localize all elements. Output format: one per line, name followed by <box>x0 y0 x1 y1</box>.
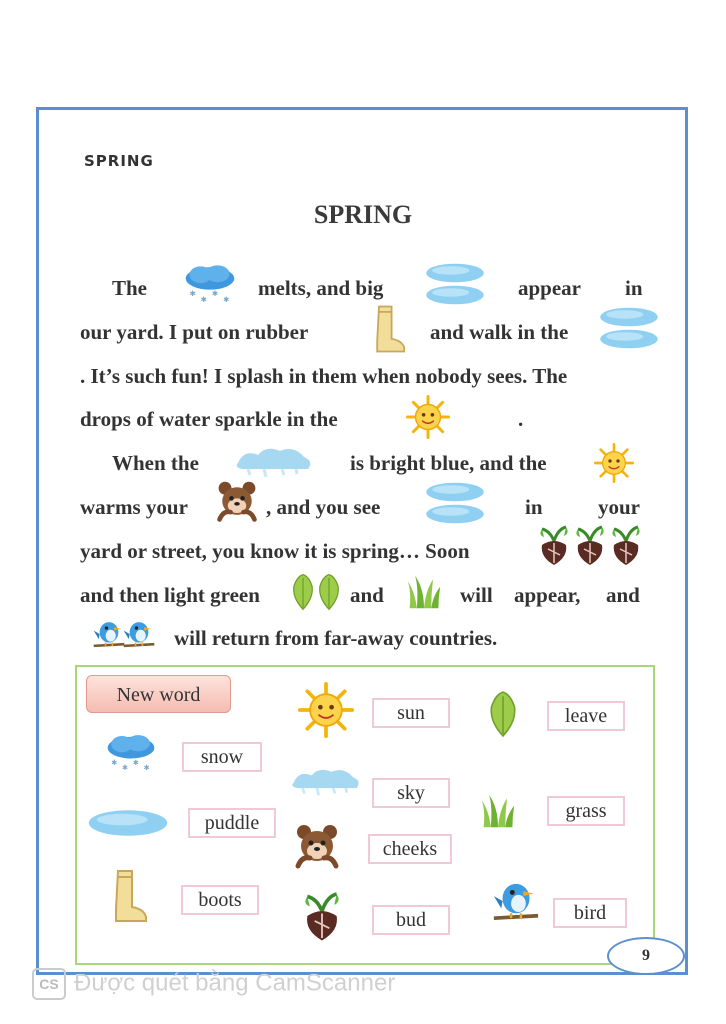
sun-icon <box>594 443 634 483</box>
story-line <box>80 441 648 485</box>
story-line <box>80 310 648 354</box>
story-word: is bright blue, and the <box>350 451 547 475</box>
puddle-icon <box>420 481 490 503</box>
bird-icon <box>490 874 542 928</box>
puddle-icon <box>420 503 490 525</box>
vocab-bud: bud <box>372 905 450 935</box>
leave-icon <box>487 690 519 738</box>
page-number: 9 <box>607 937 685 975</box>
story-word: melts, and big <box>258 276 384 300</box>
grass-icon <box>406 573 442 611</box>
sky-icon <box>232 443 316 477</box>
cheeks-icon <box>292 822 342 872</box>
vocab-leave: leave <box>547 701 625 731</box>
snow-icon <box>104 734 158 774</box>
story-word: and <box>606 583 640 607</box>
story-word: will return from far-away countries. <box>174 626 498 650</box>
story-word: and walk in the <box>430 320 569 344</box>
vocab-bird: bird <box>553 898 627 928</box>
story-word: appear, <box>514 583 581 607</box>
sun-icon <box>298 682 354 738</box>
page-title: SPRING <box>313 200 413 229</box>
story-word: our yard. I put on rubber <box>80 320 309 344</box>
bud-icon <box>572 523 608 567</box>
puddle-icon <box>595 306 663 328</box>
story-word: drops of water sparkle in the <box>80 407 338 431</box>
vocab-puddle: puddle <box>188 808 276 838</box>
story-line <box>80 354 648 398</box>
story-word: . <box>518 407 524 431</box>
cheeks-icon <box>214 479 260 525</box>
new-word-label: New word <box>86 675 231 713</box>
watermark-text: Được quét bằng CamScanner <box>74 969 396 997</box>
puddle-icon <box>420 284 490 306</box>
vocab-snow: snow <box>182 742 262 772</box>
scanner-watermark <box>32 968 395 1000</box>
vocab-sky: sky <box>372 778 450 808</box>
puddle-icon <box>420 262 490 284</box>
story-word: . It’s such fun! I splash in them when nobody sees. The <box>80 364 568 388</box>
story-word: warms your <box>80 495 188 519</box>
grass-icon <box>480 792 516 830</box>
boot-icon <box>108 868 148 924</box>
bud-icon <box>300 888 344 944</box>
story-word: The <box>112 276 148 300</box>
story-word: and then light green <box>80 583 260 607</box>
bird-icon <box>122 614 156 654</box>
leave-icon <box>290 573 316 611</box>
vocab-sun: sun <box>372 698 450 728</box>
story-line <box>80 573 648 617</box>
story-line <box>80 529 648 573</box>
bud-icon <box>536 523 572 567</box>
story-word: your <box>598 495 640 519</box>
section-header: SPRING <box>84 152 154 170</box>
story-word: will <box>460 583 493 607</box>
story-word: in <box>525 495 543 519</box>
vocab-grass: grass <box>547 796 625 826</box>
snow-icon <box>182 264 238 306</box>
story-word: appear <box>518 276 581 300</box>
story-line <box>80 266 648 310</box>
story-word: and <box>350 583 384 607</box>
vocab-cheeks: cheeks <box>368 834 452 864</box>
bird-icon <box>92 614 126 654</box>
puddle-icon <box>595 328 663 350</box>
story-word: yard or street, you know it is spring… Soon <box>80 539 470 563</box>
leave-icon <box>316 573 342 611</box>
sky-icon <box>290 764 362 796</box>
story-line <box>80 397 648 441</box>
boot-icon <box>370 304 406 354</box>
camscanner-logo: CS <box>32 968 66 1000</box>
bud-icon <box>608 523 644 567</box>
story-word: in <box>625 276 643 300</box>
puddle-icon <box>86 808 170 838</box>
story-word: , and you see <box>266 495 381 519</box>
vocab-boots: boots <box>181 885 259 915</box>
sun-icon <box>406 395 450 439</box>
story-word: When the <box>112 451 199 475</box>
story-line <box>80 616 648 660</box>
